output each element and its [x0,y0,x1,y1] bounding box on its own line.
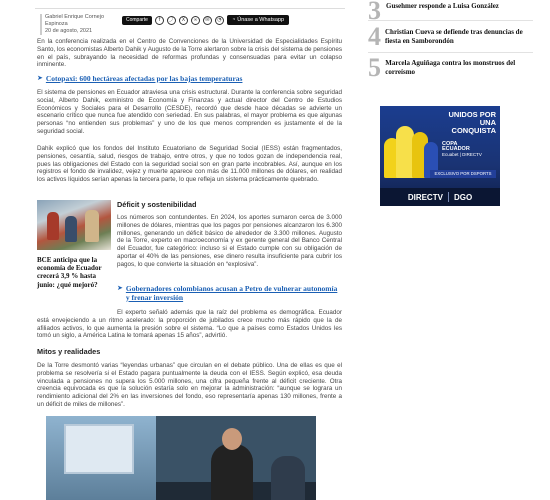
facebook-icon[interactable]: f [155,16,164,25]
related-article-title[interactable]: Gobernadores colombianos acusan a Petro de vulnerar autonomía y frenar inversión [125,284,338,302]
cup-name: COPA ECUADOR [442,141,470,152]
arrow-right-icon: ➤ [117,285,123,292]
top-divider [35,8,345,9]
related-story-title[interactable]: BCE anticipa que la economía de Ecuador crecerá 3,9 % hasta junio: ¿qué mejoró? [37,256,102,289]
divider [368,20,533,21]
most-read-item[interactable] [368,22,538,51]
article-paragraph: El experto señaló además que la raíz del problema es demográfica. Ecuador está envejeciendo a un ritmo acelerado: la proporción de jubilados crece mucho más rápido que la de afiliados activos, lo que aumenta la presión sobre el sistema. “Lo que a países como Estados Unidos les tomó un siglo, a América Latina le tomará apenas 15 años”, advirtió. [37,309,342,340]
related-story-image[interactable] [37,200,111,250]
article-photo [46,416,316,500]
arrow-right-icon: ➤ [37,75,43,82]
related-article-title[interactable]: Cotopaxi: 600 hectáreas afectadas por las bajas temperaturas [45,74,243,83]
rank-number: 3 [368,0,381,25]
related-story-card[interactable] [37,200,111,289]
share-bar [122,15,289,25]
most-read-title[interactable]: Marcela Aguiñaga contra los monstruos del correísmo [385,59,516,76]
publish-date: 20 de agosto, 2021 [45,28,93,34]
most-read-title[interactable]: Gusehmer responde a Luisa González [386,2,499,10]
article-paragraph: El sistema de pensiones en Ecuador atraviesa una crisis estructural. Durante la conferencia sobre seguridad social, Alberto Dahik, exministro de Economía y Finanzas y actual director del Centro de Estudios Económicos y Sociales para el Desarrollo (CESDE), recordó que desde hace décadas se advierte un escenario crítico que nunca fue atendido con seriedad. En sus palabras, el mayor problema es que algunas personas “no entienden sus problemas” y uno de los que menos comprenden es justamente el de la seguridad social. [37,89,342,135]
related-article-link[interactable] [37,75,342,84]
whatsapp-join-button[interactable] [227,15,289,25]
email-icon[interactable]: ✉ [203,16,212,25]
section-heading: Mitos y realidades [37,347,101,356]
share-icon[interactable]: ⤴ [168,16,174,23]
directv-advertisement[interactable] [380,106,500,206]
directv-logo: DIRECTV [407,192,443,202]
article-paragraph: Los números son contundentes. En 2024, los aportes sumaron cerca de 3.000 millones de dólares, mientras que los pagos por pensiones alcanzaron los 6.300 millones, generando un déficit básico de alrededor de 3.300 millones. Augusto de la Torre, experto en macroeconomía y ex gerente general del Banco Central del Ecuador, fue categórico: incluso si el Estado cumple con su obligación de aportar el 40% de las pensiones, ese dinero resulta insuficiente para cubrir los pagos, lo que convierte la situación en “explosiva”. [117,214,342,268]
whatsapp-icon[interactable]: ◔ [215,16,224,25]
rank-number: 4 [368,22,381,51]
most-read-title[interactable]: Christian Cueva se defiende tras denuncias de fiesta en Samborondón [385,28,523,45]
cup-sponsors: Ecuabet | DIRECTV [442,152,482,157]
article-paragraph: Dahik explicó que los fondos del Instituto Ecuatoriano de Seguridad Social (IESS) están fragmentados, pensiones, cesantía, salud, riesgos de trabajo, entre otros, y que no todos gozan de independencia real, pues las obligaciones del Estado con la seguridad social son en gran parte incobrables. Así, aunque en los registros el fondo de invalidez, vejez y muerte aparece con más de 11.000 millones de dólares, en realidad los activos líquidos serían apenas la tercera parte, lo que refleja un sistema prácticamente quebrado. [37,145,342,184]
ad-headline: UNIDOS POR UNA CONQUISTA [448,110,496,135]
dgo-logo: DGO [453,192,473,202]
exclusive-banner: EXCLUSIVO POR DSPORTS [430,170,496,178]
section-heading: Déficit y sostenibilidad [117,200,197,209]
whatsapp-icon: ◔ [231,17,236,23]
rank-number: 5 [368,53,381,82]
article-paragraph: De la Torre desmontó varias “leyendas urbanas” que circulan en el debate público. Una de ellas es que el problema se resolvería si el Estado pagara puntualmente la deuda con el IESS. Según explicó, esa deuda vinculada a pensiones no supera los 5.000 millones, una cifra pequeña frente al déficit creciente. Otra creencia equivocada es que la solución estaría solo en mejorar la administración: “aunque se lograra un rendimiento adicional del 2% en las inversiones del fondo, eso representaría apenas 130 millones, frente a un déficit de miles de millones”. [37,362,342,408]
related-article-link[interactable] [117,285,342,302]
ad-brands [380,188,500,206]
article-paragraph: En la conferencia realizada en el Centro de Convenciones de la Universidad de Especialidades Espíritu Santo, los economistas Alberto Dahik y Augusto de la Torre alertaron sobre la crisis del sistema de pensiones en el país, subrayando la necesidad de reformas profundas y consensuadas para evitar un colapso inminente. [37,38,342,69]
x-twitter-icon[interactable]: X [179,16,188,25]
cup-logo [442,142,482,157]
share-label: Comparte [122,16,152,25]
most-read-item[interactable] [368,0,538,25]
author-name[interactable]: Gabriel Enrique Cornejo Espinoza [45,14,105,27]
players-image [380,118,440,178]
divider [368,52,533,53]
whatsapp-join-label: Únase a Whatsapp [237,17,285,23]
byline [40,14,120,35]
most-read-item[interactable] [368,53,538,82]
link-icon[interactable]: ∞ [191,16,200,25]
